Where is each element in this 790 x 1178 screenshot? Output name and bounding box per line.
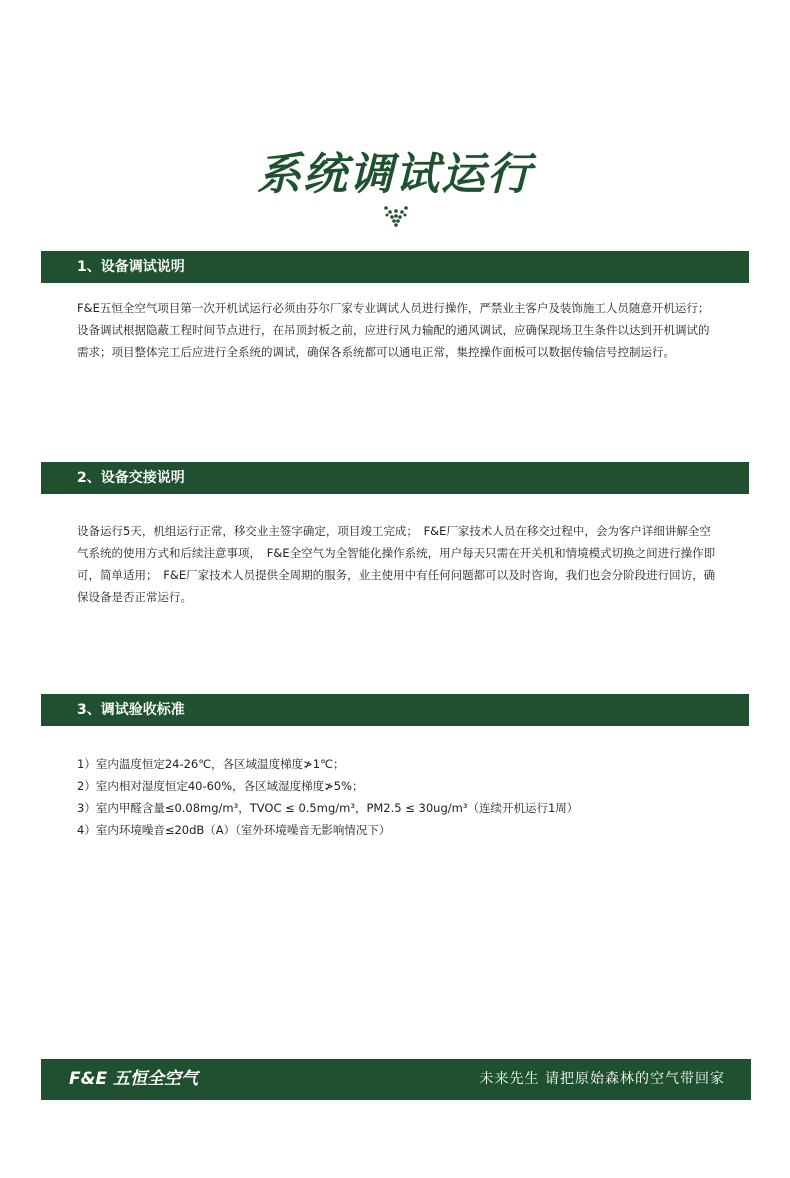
footer-brand-logo: F&E 五恒全空气 [69, 1069, 198, 1089]
page-title: 系统调试运行 [257, 149, 533, 200]
list-item: 3）室内甲醛含量≤0.08mg/m³，TVOC ≤ 0.5mg/m³，PM2.5 ≤ 30ug/m³（连续开机运行1周） [77, 801, 579, 815]
section-body-device-debug: F&E五恒全空气项目第一次开机试运行必须由芬尔厂家专业调试人员进行操作，严禁业主客户及装饰施工人员随意开机运行；设备调试根据隐蔽工程时间节点进行，在吊顶封板之前，应进行风力输配的通风调试，应确保现场卫生条件以达到开机调试的需求；项目整体完工后应进行全系统的调试，确保各系统都可以通电正常，集控操作面板可以数据传输信号控制运行。 [77, 301, 710, 359]
footer-banner [41, 1059, 751, 1100]
list-item: 2）室内相对湿度恒定40-60%，各区域湿度梯度≯5%； [77, 779, 364, 793]
section-body-device-handover: 设备运行5天，机组运行正常，移交业主签字确定，项目竣工完成； F&E厂家技术人员在移交过程中，会为客户详细讲解全空气系统的使用方式和后续注意事项， F&E全空气为全智能化操作系统，用户每天只需在开关机和情境模式切换之间进行操作即可，简单适用； F&E厂家技术人员提供全周期的服务，业主使用中有任何问题都可以及时咨询，我们也会分阶段进行回访，确保设备是否正常运行。 [77, 524, 716, 604]
footer-slogan: 未来先生 请把原始森林的空气带回家 [479, 1071, 725, 1087]
list-item: 1）室内温度恒定24-26℃，各区域温度梯度≯1℃； [77, 757, 345, 771]
section-heading-device-debug: 1、设备调试说明 [41, 251, 749, 283]
section-heading-device-handover: 2、设备交接说明 [41, 462, 749, 494]
section-heading-acceptance-standard: 3、调试验收标准 [41, 694, 749, 726]
leaf-dots-icon [383, 205, 409, 229]
acceptance-standard-list [77, 753, 717, 841]
list-item: 4）室内环境噪音≤20dB（A）（室外环境噪音无影响情况下） [77, 823, 391, 837]
